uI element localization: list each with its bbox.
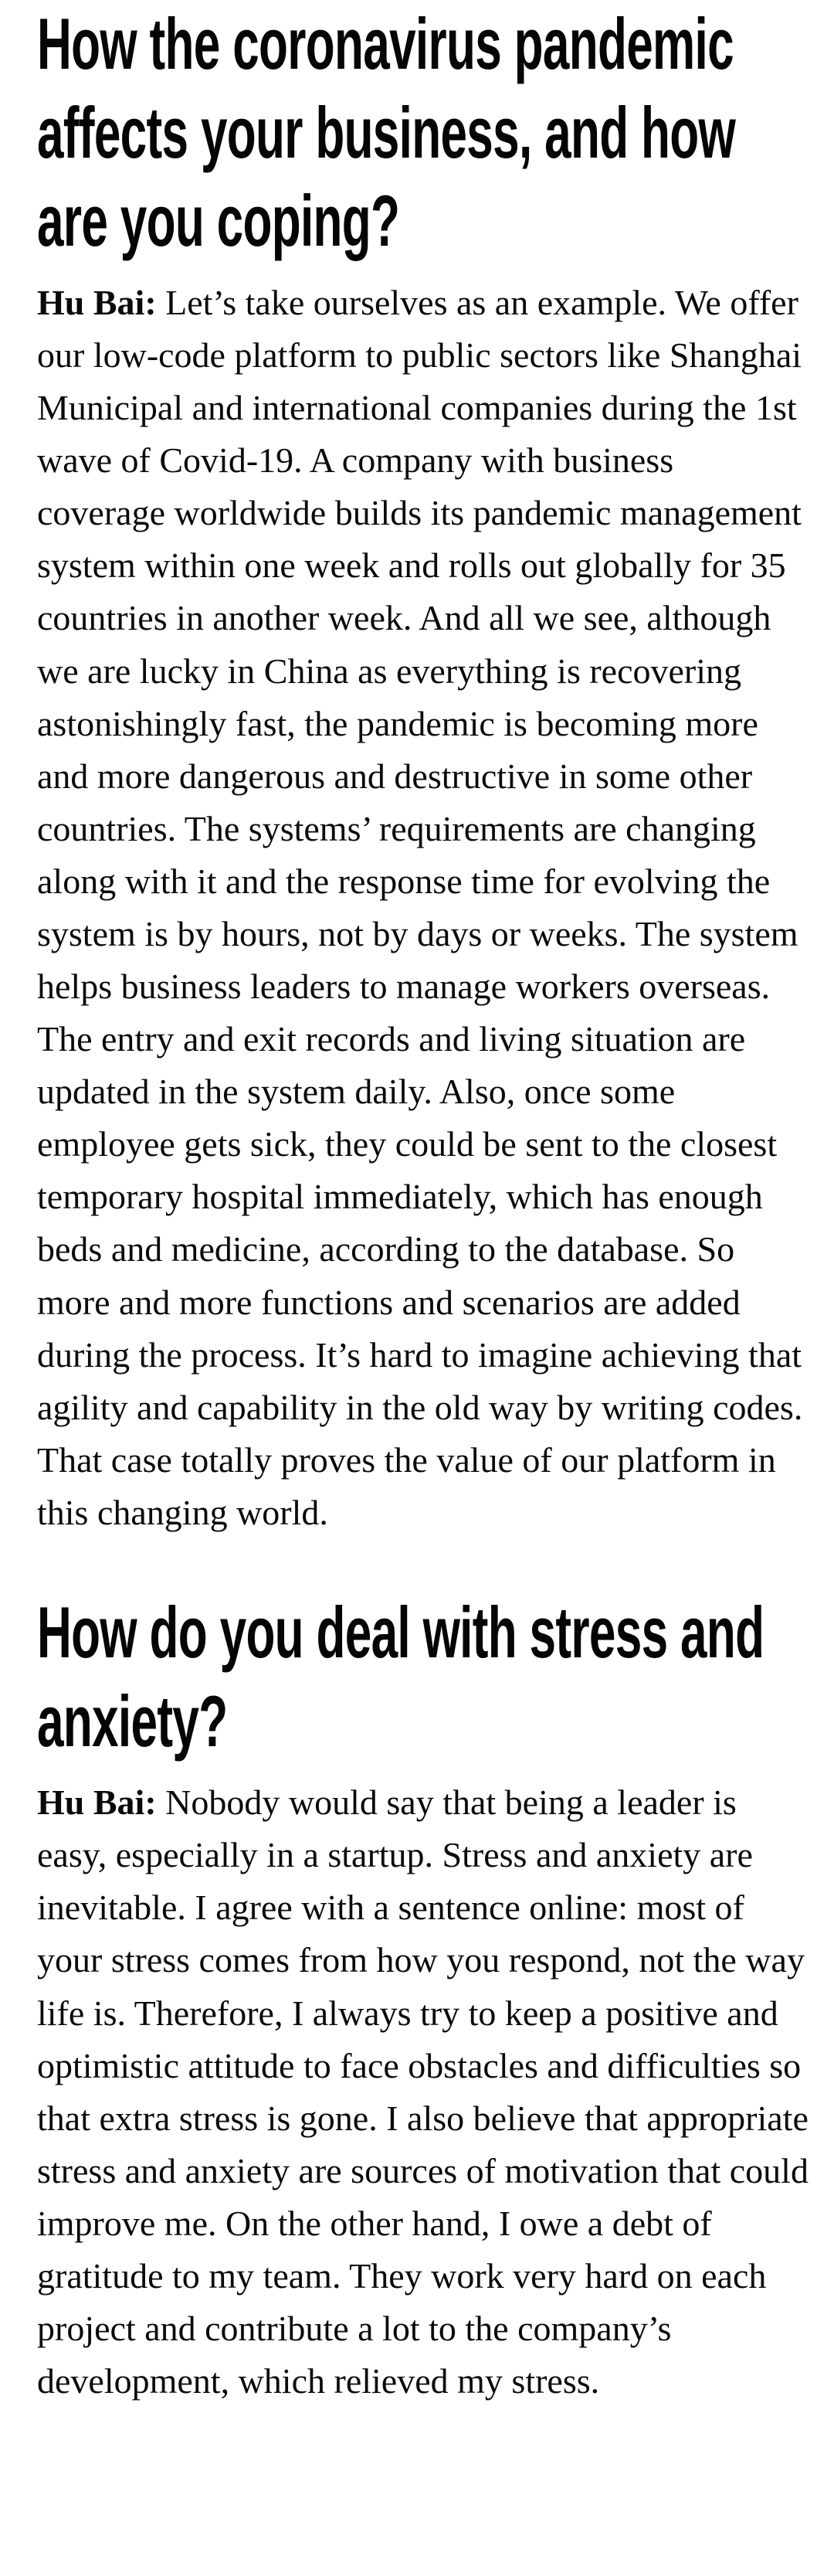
question-heading	[37, 1589, 809, 1765]
question-heading-text: How do you deal with stress and anxiety?	[37, 1591, 764, 1762]
question-heading-text: How the coronavirus pandemic affects your business, and how are you coping?	[37, 3, 736, 262]
speaker-name: Hu Bai:	[37, 283, 157, 323]
answer-text: Let’s take ourselves as an example. We offer our low-code platform to public sectors like Shanghai Municipal and international companies during the 1st wave of Covid-19. A company with business coverage worldwide builds its pandemic management system within one week and rolls out globally for 35 countries in another week. And all we see, although we are lucky in China as everything is recovering astonishingly fast, the pandemic is becoming more and more dangerous and destructive in some other countries. The systems’ requirements are changing along with it and the response time for evolving the system is by hours, not by days or weeks. The system helps business leaders to manage workers overseas. The entry and exit records and living situation are updated in the system daily. Also, once some employee gets sick, they could be sent to the closest temporary hospital immediately, which has enough beds and medicine, according to the database. So more and more functions and scenarios are added during the process. It’s hard to imagine achieving that agility and capability in the old way by writing codes. That case totally proves the value of our platform in this changing world.	[37, 283, 803, 1532]
qa-section-pandemic	[37, 0, 809, 1539]
question-heading	[37, 0, 809, 266]
answer-paragraph	[37, 1776, 809, 2408]
answer-paragraph	[37, 277, 809, 1539]
qa-section-stress	[37, 1589, 809, 2408]
answer-text: Nobody would say that being a leader is easy, especially in a startup. Stress and anxiety are inevitable. I agree with a sentence online: most of your stress comes from how you respond, not the way life is. Therefore, I always try to keep a positive and optimistic attitude to face obstacles and difficulties so that extra stress is gone. I also believe that appropriate stress and anxiety are sources of motivation that could improve me. On the other hand, I owe a debt of gratitude to my team. They work very hard on each project and contribute a lot to the company’s development, which relieved my stress.	[37, 1782, 809, 2401]
speaker-name: Hu Bai:	[37, 1782, 157, 1823]
